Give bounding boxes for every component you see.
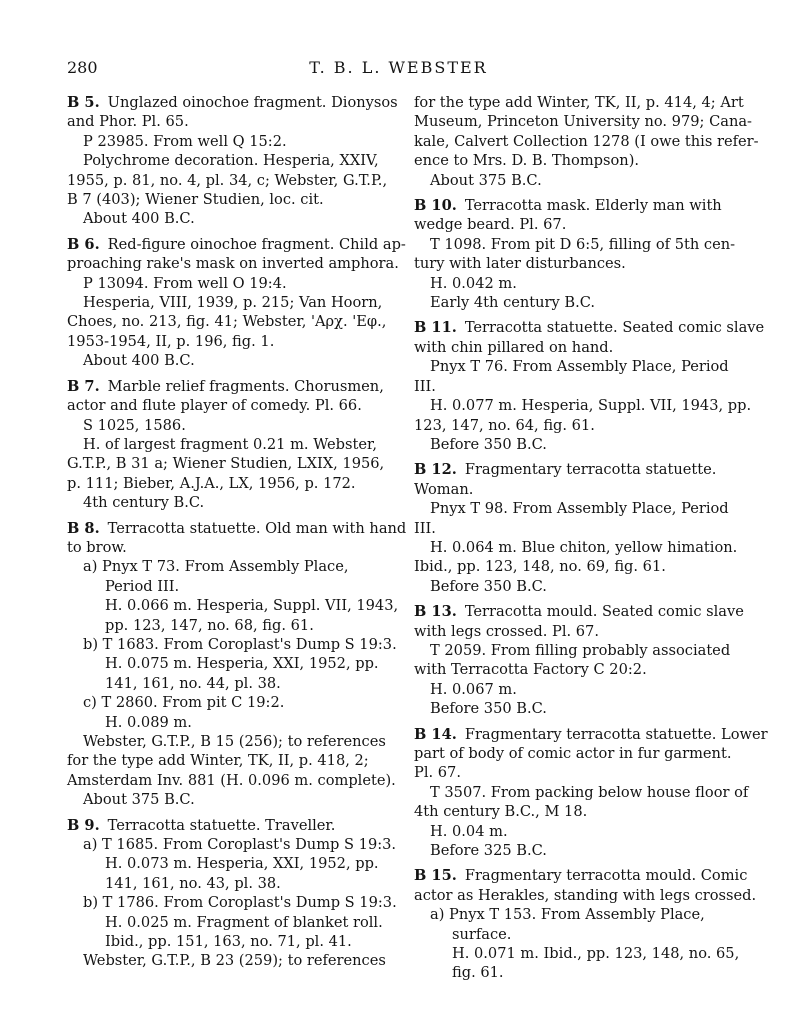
entry-line: 4th century B.C., M 18.: [414, 803, 588, 821]
entry-line: b) T 1786. From Coroplast's Dump S 19:3.: [83, 894, 397, 912]
entry-id: B 14.: [414, 725, 457, 743]
entry-line: III.: [414, 377, 436, 395]
entry-line: Before 350 B.C.: [430, 435, 547, 453]
right-column: [414, 93, 768, 983]
entry-line: proaching rake's mask on inverted amphora.: [67, 255, 399, 273]
entry-line: Woman.: [414, 480, 474, 498]
entry-line: B 7 (403); Wiener Studien, loc. cit.: [67, 191, 324, 209]
entry-line: to brow.: [67, 538, 127, 556]
entry-line: p. 111; Bieber, A.J.A., LX, 1956, p. 172.: [67, 474, 356, 492]
entry-line: Pl. 67.: [414, 764, 461, 782]
entry-line: About 400 B.C.: [83, 210, 195, 228]
entry-line: and Phor. Pl. 65.: [67, 113, 189, 131]
entry-line: Before 350 B.C.: [430, 577, 547, 595]
entry-line: G.T.P., B 31 a; Wiener Studien, LXIX, 1956,: [67, 455, 385, 473]
entry-line: T 1098. From pit D 6:5, filling of 5th cen-: [430, 235, 736, 253]
entry-line: Ibid., pp. 151, 163, no. 71, pl. 41.: [105, 933, 352, 951]
entry-line: Before 325 B.C.: [430, 842, 547, 860]
entry-id: B 7.: [67, 377, 100, 395]
entry-line: c) T 2860. From pit C 19:2.: [83, 694, 285, 712]
entry-line: a) T 1685. From Coroplast's Dump S 19:3.: [83, 836, 397, 854]
entry-line: for the type add Winter, TK, II, p. 414, 4; Art: [414, 94, 744, 111]
entry-line: H. 0.04 m.: [430, 822, 508, 840]
entry-id: B 5.: [67, 94, 100, 111]
entry-line: H. 0.073 m. Hesperia, XXI, 1952, pp.: [105, 855, 379, 873]
entry-line: 123, 147, no. 64, fig. 61.: [414, 416, 595, 434]
entry-line: Polychrome decoration. Hesperia, XXIV,: [83, 152, 379, 170]
entry-title: Marble relief fragments. Chorusmen,: [107, 377, 384, 395]
entry-line: H. 0.075 m. Hesperia, XXI, 1952, pp.: [105, 655, 379, 673]
entry-line: H. 0.077 m. Hesperia, Suppl. VII, 1943, pp.: [430, 397, 752, 415]
entry-heading: [414, 196, 731, 215]
entry-line: P 13094. From well O 19:4.: [83, 274, 287, 292]
entry-id: B 6.: [67, 235, 100, 253]
entry-line: H. 0.042 m.: [430, 274, 517, 292]
entry-line: kale, Calvert Collection 1278 (I owe this refer-: [414, 132, 759, 150]
entry-line: H. 0.067 m.: [430, 680, 517, 698]
entry-line: Before 350 B.C.: [430, 700, 547, 718]
entry-id: B 10.: [414, 197, 457, 215]
entry-title: Terracotta statuette. Seated comic slave: [464, 319, 765, 337]
entry-line: T 3507. From packing below house floor of: [430, 783, 749, 801]
entry-line: Museum, Princeton University no. 979; Cana-: [414, 113, 752, 131]
entry-title: Terracotta statuette. Traveller.: [107, 816, 336, 834]
entry-title: Fragmentary terracotta statuette.: [464, 461, 717, 479]
entry-line: Amsterdam Inv. 881 (H. 0.096 m. complete).: [67, 771, 396, 789]
entry-heading: [67, 377, 384, 396]
entry-line: 1955, p. 81, no. 4, pl. 34, c; Webster, G.T.P.,: [67, 171, 388, 189]
entry-line: wedge beard. Pl. 67.: [414, 216, 567, 234]
entry-line: Period III.: [105, 577, 180, 595]
entry-line: 141, 161, no. 44, pl. 38.: [105, 674, 281, 692]
entry-line: S 1025, 1586.: [83, 416, 186, 434]
entry-title: Terracotta statuette. Old man with hand: [107, 519, 407, 537]
entry-line: Webster, G.T.P., B 15 (256); to references: [83, 733, 386, 750]
entry-id: B 15.: [414, 867, 457, 885]
entry-line: About 375 B.C.: [430, 171, 542, 189]
entry-line: with chin pillared on hand.: [414, 338, 614, 356]
entry-line: H. 0.064 m. Blue chiton, yellow himation.: [430, 538, 738, 556]
entry-line: H. 0.071 m. Ibid., pp. 123, 148, no. 65,: [452, 945, 740, 963]
entry-line: b) T 1683. From Coroplast's Dump S 19:3.: [83, 635, 397, 653]
entry-line: ence to Mrs. D. B. Thompson).: [414, 152, 640, 170]
entry-line: Choes, no. 213, fig. 41; Webster, 'Αρχ. 'Εφ.,: [67, 313, 387, 331]
entry-line: Pnyx T 76. From Assembly Place, Period: [430, 358, 729, 376]
entry-line: H. of largest fragment 0.21 m. Webster,: [83, 435, 377, 453]
entry-line: T 2059. From filling probably associated: [430, 641, 731, 659]
entry-title: Unglazed oinochoe fragment. Dionysos: [107, 94, 398, 111]
entry-line: actor as Herakles, standing with legs crossed.: [414, 886, 757, 904]
entry-line: III.: [414, 519, 436, 537]
entry-heading: [414, 318, 765, 337]
entry-line: 1953-1954, II, p. 196, fig. 1.: [67, 332, 275, 350]
entry-line: Ibid., pp. 123, 148, no. 69, fig. 61.: [414, 558, 666, 576]
entry-line: surface.: [452, 925, 512, 943]
entry-line: for the type add Winter, TK, II, p. 418, 2;: [67, 752, 369, 770]
entry-heading: [67, 235, 406, 254]
entry-line: Webster, G.T.P., B 23 (259); to references: [83, 952, 386, 970]
left-column: [67, 93, 407, 971]
page-number: 280: [67, 58, 98, 77]
entry-title: Terracotta mould. Seated comic slave: [464, 603, 744, 621]
entry-heading: [414, 866, 748, 885]
entry-id: B 8.: [67, 519, 100, 537]
entry-id: B 12.: [414, 461, 457, 479]
entry-line: About 375 B.C.: [83, 791, 195, 809]
entry-line: part of body of comic actor in fur garment.: [414, 745, 732, 762]
entry-line: Pnyx T 98. From Assembly Place, Period: [430, 500, 729, 518]
entry-id: B 11.: [414, 319, 457, 337]
entry-title: Red-figure oinochoe fragment. Child ap-: [107, 235, 406, 253]
running-head: T. B. L. WEBSTER: [309, 58, 488, 77]
entry-heading: [67, 816, 384, 835]
entry-line: a) Pnyx T 73. From Assembly Place,: [83, 558, 349, 576]
entry-line: tury with later disturbances.: [414, 255, 626, 273]
entry-heading: [414, 602, 744, 621]
entry-title: Fragmentary terracotta statuette. Lower: [464, 725, 768, 743]
entry-line: Early 4th century B.C.: [430, 294, 596, 312]
entry-line: actor and flute player of comedy. Pl. 66.: [67, 397, 362, 415]
entry-heading: [67, 93, 398, 112]
entry-line: Hesperia, VIII, 1939, p. 215; Van Hoorn,: [83, 294, 383, 312]
entry-line: 4th century B.C.: [83, 494, 205, 512]
entry-heading: [414, 460, 731, 479]
entry-line: fig. 61.: [452, 964, 504, 982]
entry-heading: [414, 725, 768, 744]
entry-title: Terracotta mask. Elderly man with: [464, 197, 722, 215]
entry-line: H. 0.025 m. Fragment of blanket roll.: [105, 913, 383, 931]
entry-line: with Terracotta Factory C 20:2.: [414, 661, 647, 679]
entry-line: About 400 B.C.: [83, 352, 195, 370]
entry-title: Fragmentary terracotta mould. Comic: [464, 867, 748, 885]
entry-id: B 9.: [67, 816, 100, 834]
entry-heading: [67, 519, 407, 538]
entry-line: 141, 161, no. 43, pl. 38.: [105, 874, 281, 892]
entry-line: H. 0.089 m.: [105, 713, 192, 731]
entry-line: with legs crossed. Pl. 67.: [414, 622, 599, 640]
entry-id: B 13.: [414, 603, 457, 621]
entry-line: P 23985. From well Q 15:2.: [83, 132, 287, 150]
entry-line: pp. 123, 147, no. 68, fig. 61.: [105, 616, 314, 634]
entry-line: H. 0.066 m. Hesperia, Suppl. VII, 1943,: [105, 597, 399, 615]
entry-line: a) Pnyx T 153. From Assembly Place,: [430, 906, 705, 924]
